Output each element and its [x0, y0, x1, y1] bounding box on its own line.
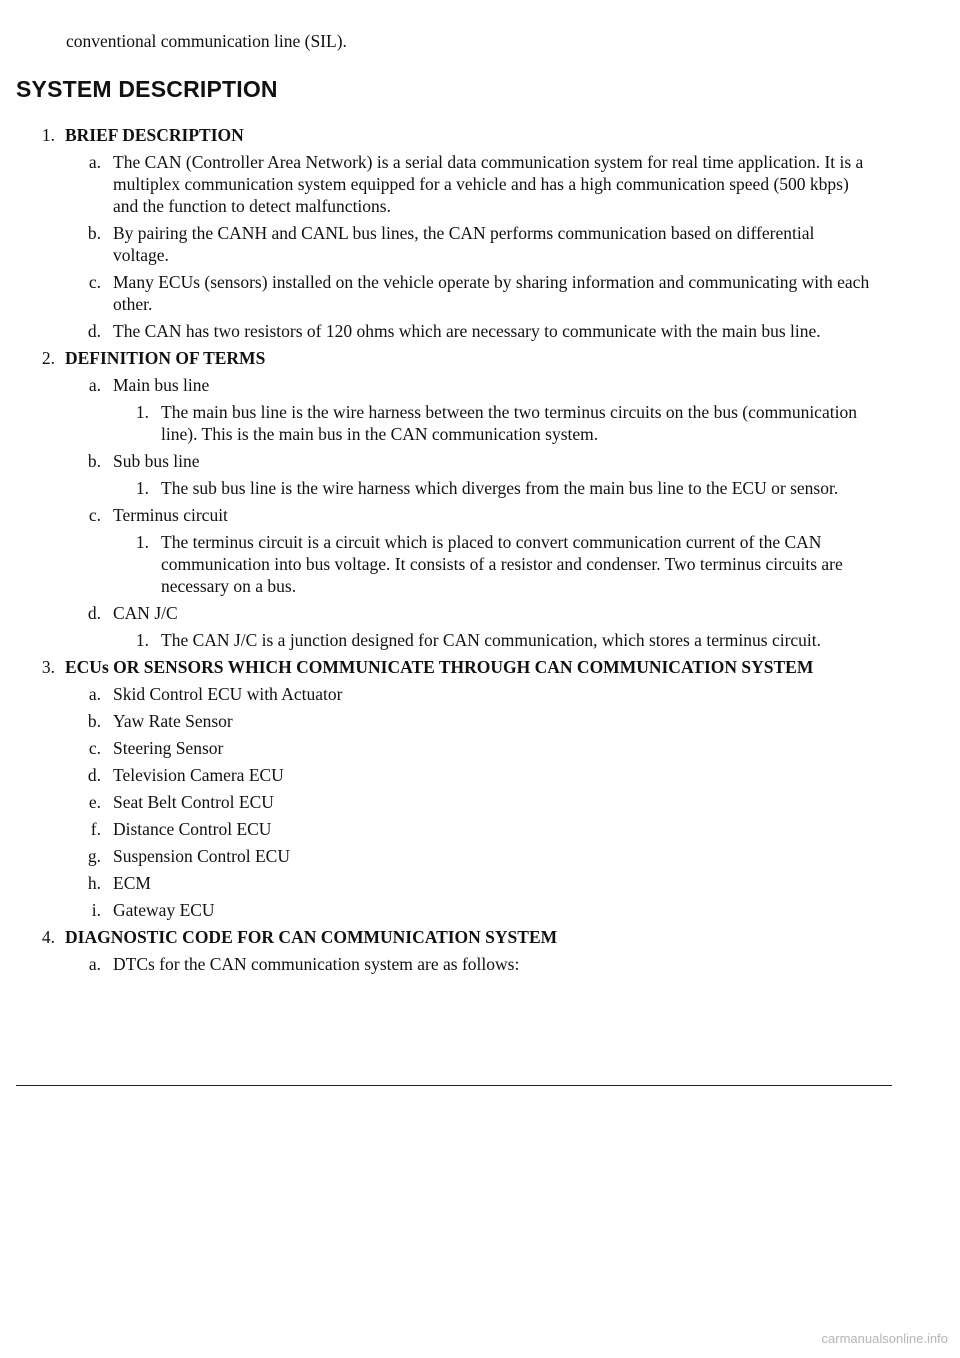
- list-item-letter: d.: [87, 603, 101, 623]
- list-item-text: Television Camera ECU: [113, 765, 284, 785]
- section-heading-text: BRIEF DESCRIPTION: [65, 125, 244, 145]
- list-item-letter: a.: [88, 684, 101, 704]
- list-item-text: DTCs for the CAN communication system are as follows:: [113, 954, 520, 974]
- list-item-text: Many ECUs (sensors) installed on the vehicle operate by sharing information and communicating with each other.: [113, 272, 870, 314]
- list-item: [0, 504, 960, 597]
- list-item-row: [0, 450, 960, 472]
- list-item: [0, 953, 960, 975]
- sub-item-text: The terminus circuit is a circuit which is placed to convert communication current of the CAN communication into bus voltage. It consists of a resistor and condenser. Two terminus circuits are necessary on a bus.: [161, 532, 843, 596]
- list-item-letter: a.: [88, 152, 101, 172]
- list-item-letter: e.: [88, 792, 101, 812]
- list-item: [0, 872, 960, 894]
- list-item-letter: a.: [88, 954, 101, 974]
- list-item: [0, 151, 960, 217]
- sub-item: [0, 629, 960, 651]
- section-4: [0, 926, 960, 975]
- list-item-row: [0, 791, 960, 813]
- list-item-row: [0, 151, 960, 217]
- list-item-row: [0, 845, 960, 867]
- list-item-row: [0, 710, 960, 732]
- sub-item: [0, 401, 960, 445]
- list-item-text: Seat Belt Control ECU: [113, 792, 274, 812]
- list-item-row: [0, 899, 960, 921]
- section-heading-text: ECUs OR SENSORS WHICH COMMUNICATE THROUGH CAN COMMUNICATION SYSTEM: [65, 657, 814, 677]
- list-item-row: [0, 953, 960, 975]
- list-item-text: ECM: [113, 873, 151, 893]
- section-heading: [0, 347, 960, 369]
- section-heading-text: DEFINITION OF TERMS: [65, 348, 266, 368]
- list-item-letter: g.: [87, 846, 101, 866]
- list-item-letter: c.: [88, 738, 101, 758]
- list-item-row: [0, 374, 960, 396]
- list-item-text: Yaw Rate Sensor: [113, 711, 233, 731]
- sub-item-row: [0, 531, 960, 597]
- list-item-row: [0, 818, 960, 840]
- list-item-row: [0, 737, 960, 759]
- sub-item-text: The CAN J/C is a junction designed for CAN communication, which stores a terminus circuit.: [161, 630, 822, 650]
- list-item: [0, 845, 960, 867]
- list-item: [0, 271, 960, 315]
- list-item: [0, 320, 960, 342]
- section-heading: [0, 926, 960, 948]
- list-item-text: Skid Control ECU with Actuator: [113, 684, 343, 704]
- list-item-row: [0, 602, 960, 624]
- section-number: 4.: [41, 927, 55, 947]
- list-item: [0, 683, 960, 705]
- list-item-text: The CAN (Controller Area Network) is a serial data communication system for real time application. It is a multiplex communication system equipped for a vehicle and has a high communication speed (500 kbps) and the function to detect malfunctions.: [113, 152, 864, 216]
- sub-item-number: 1.: [135, 478, 149, 498]
- list-item: [0, 602, 960, 651]
- section-heading: [0, 656, 960, 678]
- bottom-divider: [16, 1085, 892, 1086]
- list-item-row: [0, 764, 960, 786]
- list-item-letter: d.: [87, 321, 101, 341]
- list-item-letter: c.: [88, 272, 101, 292]
- intro-text: conventional communication line (SIL).: [66, 31, 347, 51]
- list-item-row: [0, 872, 960, 894]
- list-item-text: Terminus circuit: [113, 505, 228, 525]
- sub-item: [0, 531, 960, 597]
- section-2: [0, 347, 960, 651]
- list-item-letter: b.: [87, 451, 101, 471]
- sub-item: [0, 477, 960, 499]
- list-item-letter: d.: [87, 765, 101, 785]
- list-item: [0, 710, 960, 732]
- sub-item-number: 1.: [135, 402, 149, 422]
- list-item-text: Main bus line: [113, 375, 210, 395]
- section-number: 2.: [41, 348, 55, 368]
- list-item-text: The CAN has two resistors of 120 ohms which are necessary to communicate with the main bus line.: [113, 321, 821, 341]
- list-item-letter: f.: [90, 819, 101, 839]
- list-item: [0, 764, 960, 786]
- list-item-row: [0, 222, 960, 266]
- list-item-row: [0, 320, 960, 342]
- sub-item-text: The main bus line is the wire harness between the two terminus circuits on the bus (communication line). This is the main bus in the CAN communication system.: [161, 402, 857, 444]
- sub-item-row: [0, 401, 960, 445]
- sub-item-number: 1.: [135, 532, 149, 552]
- section-number: 1.: [41, 125, 55, 145]
- list-item-row: [0, 504, 960, 526]
- list-item-text: Gateway ECU: [113, 900, 215, 920]
- section-title: SYSTEM DESCRIPTION: [16, 76, 278, 102]
- list-item-letter: b.: [87, 711, 101, 731]
- list-item: [0, 791, 960, 813]
- list-item: [0, 450, 960, 499]
- list-item: [0, 818, 960, 840]
- watermark: carmanualsonline.info: [821, 1331, 948, 1346]
- section-heading: [0, 124, 960, 146]
- list-item-letter: a.: [88, 375, 101, 395]
- list-item-letter: c.: [88, 505, 101, 525]
- list-item-text: Distance Control ECU: [113, 819, 272, 839]
- sub-item-row: [0, 629, 960, 651]
- section-number: 3.: [41, 657, 55, 677]
- list-item-text: CAN J/C: [113, 603, 178, 623]
- list-item-text: Steering Sensor: [113, 738, 224, 758]
- list-item-text: Suspension Control ECU: [113, 846, 290, 866]
- sub-item-text: The sub bus line is the wire harness which diverges from the main bus line to the ECU or sensor.: [161, 478, 839, 498]
- section-heading-text: DIAGNOSTIC CODE FOR CAN COMMUNICATION SYSTEM: [65, 927, 558, 947]
- list-item: [0, 222, 960, 266]
- list-item: [0, 374, 960, 445]
- list-item-text: Sub bus line: [113, 451, 200, 471]
- list-item: [0, 899, 960, 921]
- section-3: [0, 656, 960, 921]
- list-item-letter: i.: [91, 900, 101, 920]
- list-item-letter: h.: [87, 873, 101, 893]
- list-item-text: By pairing the CANH and CANL bus lines, the CAN performs communication based on differential voltage.: [113, 223, 815, 265]
- sub-item-number: 1.: [135, 630, 149, 650]
- list-item-row: [0, 271, 960, 315]
- section-1: [0, 124, 960, 342]
- sub-item-row: [0, 477, 960, 499]
- list-item-row: [0, 683, 960, 705]
- list-item-letter: b.: [87, 223, 101, 243]
- list-item: [0, 737, 960, 759]
- description-content: [0, 124, 960, 980]
